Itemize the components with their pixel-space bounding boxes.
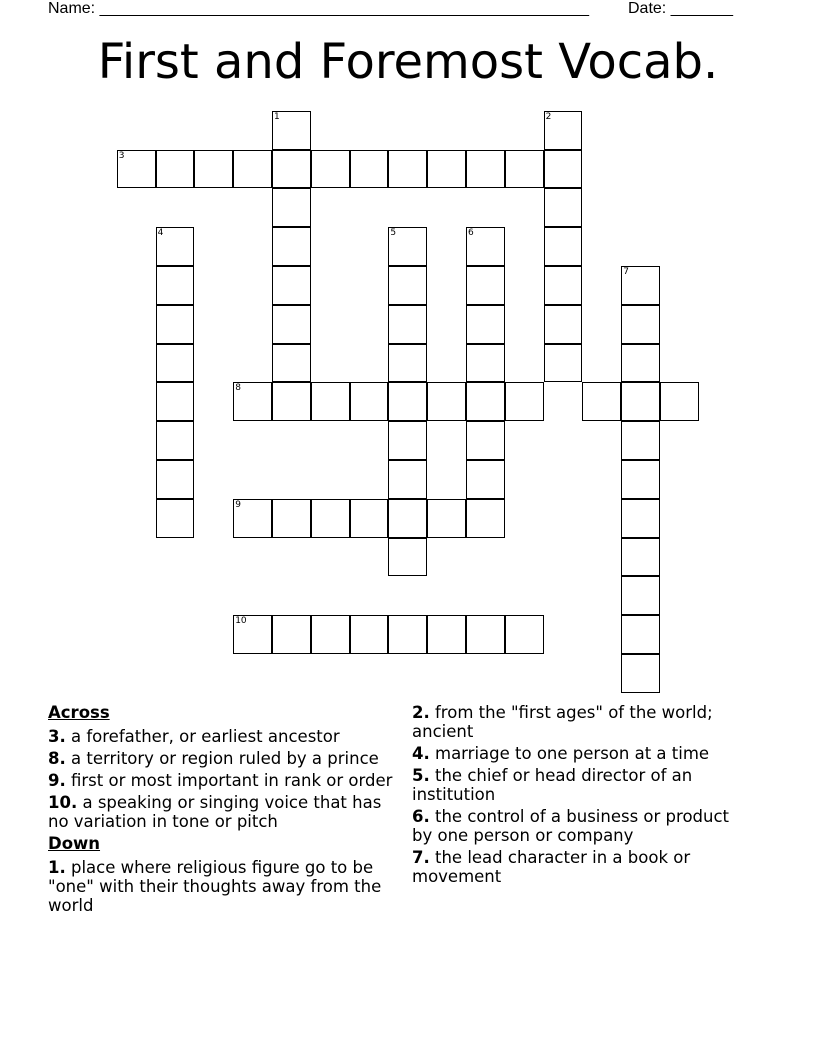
crossword-cell[interactable]	[621, 654, 660, 693]
crossword-cell-2[interactable]	[544, 111, 583, 150]
clue-number: 9.	[48, 771, 66, 790]
crossword-cell[interactable]	[272, 344, 311, 383]
clues-right-column	[412, 703, 752, 889]
crossword-cell[interactable]	[388, 421, 427, 460]
clue-text: a speaking or singing voice that has no variation in tone or pitch	[48, 793, 382, 831]
crossword-cell[interactable]	[466, 150, 505, 189]
clue-text: from the "first ages" of the world; ancient	[412, 703, 713, 741]
crossword-cell[interactable]	[544, 188, 583, 227]
crossword-cell[interactable]	[388, 344, 427, 383]
crossword-cell[interactable]	[350, 382, 389, 421]
crossword-cell[interactable]	[156, 382, 195, 421]
clue-number: 3.	[48, 727, 66, 746]
down-clue	[412, 766, 752, 804]
crossword-cell[interactable]	[156, 150, 195, 189]
clue-number-label: 5	[390, 228, 397, 239]
clue-number-label: 8	[235, 383, 241, 394]
crossword-cell[interactable]	[156, 266, 195, 305]
crossword-cell[interactable]	[311, 382, 350, 421]
crossword-cell[interactable]	[350, 499, 389, 538]
crossword-cell[interactable]	[272, 382, 311, 421]
clue-number-label: 4	[157, 228, 164, 239]
crossword-cell[interactable]	[233, 150, 272, 189]
clue-number: 8.	[48, 749, 66, 768]
crossword-cell[interactable]	[156, 305, 195, 344]
crossword-cell[interactable]	[272, 266, 311, 305]
crossword-cell[interactable]	[466, 305, 505, 344]
clue-number: 7.	[412, 848, 430, 867]
down-clue	[412, 744, 752, 763]
crossword-cell[interactable]	[505, 150, 544, 189]
crossword-cell[interactable]	[272, 305, 311, 344]
crossword-cell[interactable]	[156, 421, 195, 460]
clue-text: the control of a business or product by one person or company	[412, 807, 730, 845]
crossword-cell-1[interactable]	[272, 111, 311, 150]
clue-text: a forefather, or earliest ancestor	[65, 727, 340, 746]
crossword-cell[interactable]	[272, 150, 311, 189]
crossword-cell[interactable]	[466, 382, 505, 421]
crossword-cell[interactable]	[505, 382, 544, 421]
crossword-cell[interactable]	[388, 266, 427, 305]
crossword-cell[interactable]	[544, 227, 583, 266]
crossword-cell[interactable]	[466, 344, 505, 383]
crossword-cell[interactable]	[272, 188, 311, 227]
crossword-cell[interactable]	[582, 382, 621, 421]
clue-text: a territory or region ruled by a prince	[65, 749, 379, 768]
crossword-cell[interactable]	[388, 305, 427, 344]
crossword-cell[interactable]	[621, 615, 660, 654]
clue-text: the chief or head director of an institution	[412, 766, 693, 804]
crossword-cell[interactable]	[466, 615, 505, 654]
crossword-cell[interactable]	[156, 499, 195, 538]
crossword-cell[interactable]	[621, 460, 660, 499]
crossword-cell[interactable]	[311, 150, 350, 189]
crossword-cell[interactable]	[194, 150, 233, 189]
across-clue	[48, 793, 400, 831]
crossword-cell-10[interactable]	[233, 615, 272, 654]
down-clue	[412, 848, 752, 886]
crossword-cell[interactable]	[544, 150, 583, 189]
down-clue	[412, 807, 752, 845]
crossword-cell-7[interactable]	[621, 266, 660, 305]
crossword-cell[interactable]	[466, 460, 505, 499]
clues-left-column	[48, 703, 400, 918]
crossword-cell[interactable]	[350, 150, 389, 189]
crossword-cell[interactable]	[156, 344, 195, 383]
crossword-cell[interactable]	[621, 421, 660, 460]
crossword-cell-4[interactable]	[156, 227, 195, 266]
clue-text: the lead character in a book or movement	[412, 848, 691, 886]
date-field-label: Date: _______	[628, 0, 733, 17]
crossword-cell[interactable]	[621, 538, 660, 577]
crossword-cell[interactable]	[388, 150, 427, 189]
crossword-cell[interactable]	[272, 499, 311, 538]
crossword-cell[interactable]	[427, 499, 466, 538]
crossword-cell[interactable]	[311, 615, 350, 654]
crossword-cell[interactable]	[621, 576, 660, 615]
crossword-cell[interactable]	[466, 499, 505, 538]
across-heading: Across	[48, 703, 110, 722]
down-clue	[412, 703, 752, 741]
crossword-cell[interactable]	[388, 499, 427, 538]
clue-number-label: 6	[468, 228, 474, 239]
crossword-cell[interactable]	[544, 344, 583, 383]
crossword-cell[interactable]	[427, 150, 466, 189]
across-clue	[48, 727, 400, 746]
across-clue	[48, 749, 400, 768]
crossword-cell[interactable]	[544, 305, 583, 344]
crossword-cell[interactable]	[350, 615, 389, 654]
crossword-cell-3[interactable]	[117, 150, 156, 189]
clue-number-label: 3	[118, 150, 125, 161]
clue-number-label: 9	[235, 499, 241, 510]
clue-number: 5.	[412, 766, 430, 785]
clue-text: marriage to one person at a time	[429, 744, 710, 763]
crossword-cell[interactable]	[388, 460, 427, 499]
crossword-cell[interactable]	[621, 305, 660, 344]
across-clue	[48, 771, 400, 790]
crossword-cell[interactable]	[621, 499, 660, 538]
clue-number: 2.	[412, 703, 430, 722]
clue-number-label: 7	[623, 267, 629, 277]
page-title: First and Foremost Vocab.	[97, 34, 719, 90]
crossword-cell[interactable]	[505, 615, 544, 654]
crossword-cell[interactable]	[272, 615, 311, 654]
crossword-cell[interactable]	[272, 227, 311, 266]
crossword-cell[interactable]	[466, 421, 505, 460]
crossword-cell[interactable]	[466, 266, 505, 305]
crossword-cell[interactable]	[427, 615, 466, 654]
clue-number: 10.	[48, 793, 78, 812]
crossword-cell-6[interactable]	[466, 227, 505, 266]
crossword-cell[interactable]	[621, 382, 660, 421]
clue-number-label: 2	[545, 111, 552, 122]
down-clue	[48, 858, 400, 915]
crossword-cell-8[interactable]	[233, 382, 272, 421]
crossword-cell[interactable]	[427, 382, 466, 421]
crossword-cell-9[interactable]	[233, 499, 272, 538]
crossword-cell[interactable]	[388, 615, 427, 654]
clue-number: 4.	[412, 744, 430, 763]
clue-text: place where religious figure go to be "one" with their thoughts away from the world	[48, 858, 382, 915]
clue-number-label: 10	[235, 616, 247, 627]
clue-text: first or most important in rank or order	[65, 771, 393, 790]
clue-number: 1.	[48, 858, 66, 877]
clue-number-label: 1	[274, 111, 280, 122]
name-field-label: Name: _______________________________________________________	[48, 0, 589, 17]
crossword-cell[interactable]	[544, 266, 583, 305]
crossword-cell-5[interactable]	[388, 227, 427, 266]
crossword-cell[interactable]	[156, 460, 195, 499]
down-heading: Down	[48, 834, 101, 853]
crossword-cell[interactable]	[388, 538, 427, 577]
crossword-cell[interactable]	[311, 499, 350, 538]
crossword-cell[interactable]	[621, 344, 660, 383]
crossword-cell[interactable]	[660, 382, 699, 421]
crossword-cell[interactable]	[388, 382, 427, 421]
clue-number: 6.	[412, 807, 430, 826]
